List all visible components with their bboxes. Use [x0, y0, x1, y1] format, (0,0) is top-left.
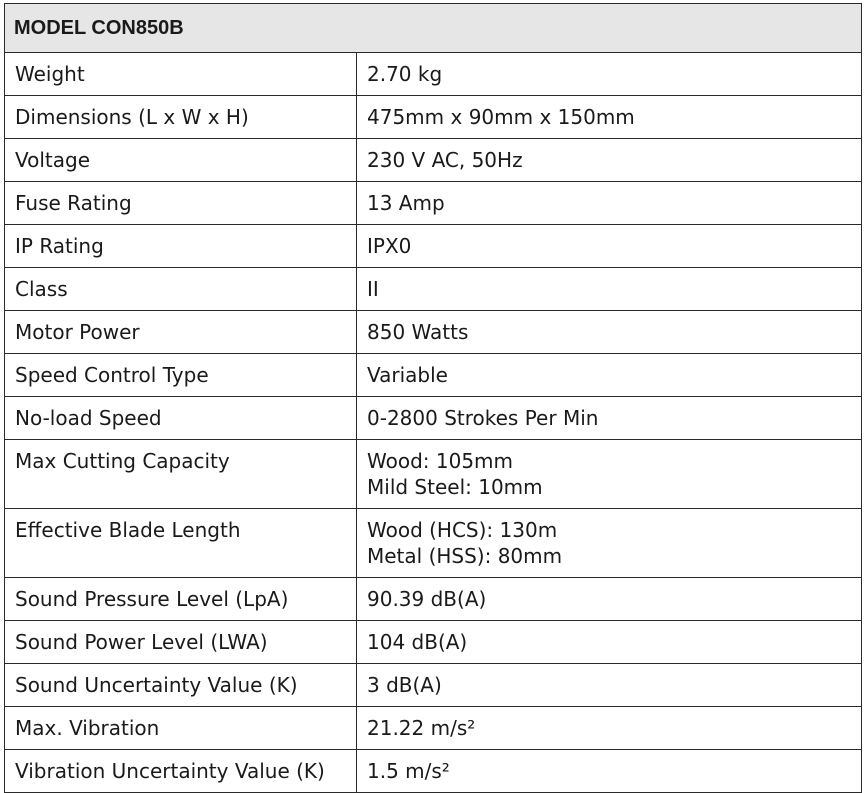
spec-value-line: 230 V AC, 50Hz: [367, 148, 523, 172]
spec-value: [357, 53, 862, 96]
spec-label: Sound Power Level (LWA): [5, 621, 357, 664]
table-row: [5, 750, 862, 793]
spec-label: Motor Power: [5, 311, 357, 354]
spec-label: Max. Vibration: [5, 707, 357, 750]
spec-label: Weight: [5, 53, 357, 96]
spec-value: [357, 750, 862, 793]
model-title: MODEL CON850B: [5, 4, 862, 53]
table-row: [5, 664, 862, 707]
spec-value-line: Variable: [367, 363, 448, 387]
spec-table-body: [5, 53, 862, 793]
spec-label: Dimensions (L x W x H): [5, 96, 357, 139]
spec-value: [357, 311, 862, 354]
spec-value-line: II: [367, 277, 379, 301]
spec-value-line: Wood (HCS): 130m: [367, 518, 558, 542]
spec-value: [357, 96, 862, 139]
table-row: [5, 182, 862, 225]
spec-label: Sound Uncertainty Value (K): [5, 664, 357, 707]
spec-label: Speed Control Type: [5, 354, 357, 397]
table-row: [5, 354, 862, 397]
spec-label: Class: [5, 268, 357, 311]
spec-value: [357, 182, 862, 225]
spec-value: [357, 664, 862, 707]
spec-value-line: 104 dB(A): [367, 630, 468, 654]
spec-value: [357, 440, 862, 509]
spec-table: [4, 3, 862, 793]
spec-value-line: Mild Steel: 10mm: [367, 475, 543, 499]
spec-value-line: 13 Amp: [367, 191, 445, 215]
spec-value: [357, 578, 862, 621]
spec-value: [357, 509, 862, 578]
table-row: [5, 268, 862, 311]
spec-label: Sound Pressure Level (LpA): [5, 578, 357, 621]
table-row: [5, 707, 862, 750]
table-row: [5, 139, 862, 182]
table-row: [5, 53, 862, 96]
table-row: [5, 96, 862, 139]
spec-label: Vibration Uncertainty Value (K): [5, 750, 357, 793]
table-row: [5, 440, 862, 509]
table-row: [5, 621, 862, 664]
spec-value: [357, 354, 862, 397]
spec-label: Effective Blade Length: [5, 509, 357, 578]
spec-value-line: 90.39 dB(A): [367, 587, 487, 611]
spec-value: [357, 397, 862, 440]
table-header-row: [5, 4, 862, 53]
spec-label: No-load Speed: [5, 397, 357, 440]
spec-value: [357, 707, 862, 750]
spec-value-line: 850 Watts: [367, 320, 469, 344]
spec-value: [357, 225, 862, 268]
table-row: [5, 578, 862, 621]
spec-label: IP Rating: [5, 225, 357, 268]
spec-value: [357, 621, 862, 664]
table-row: [5, 509, 862, 578]
spec-value-line: Metal (HSS): 80mm: [367, 544, 563, 568]
spec-label: Max Cutting Capacity: [5, 440, 357, 509]
table-row: [5, 397, 862, 440]
spec-label: Voltage: [5, 139, 357, 182]
spec-value-line: 1.5 m/s²: [367, 759, 450, 783]
spec-value-line: IPX0: [367, 234, 412, 258]
table-row: [5, 311, 862, 354]
spec-value-line: 21.22 m/s²: [367, 716, 476, 740]
spec-value-line: Wood: 105mm: [367, 449, 514, 473]
spec-value: [357, 139, 862, 182]
table-row: [5, 225, 862, 268]
spec-value: [357, 268, 862, 311]
spec-value-line: 475mm x 90mm x 150mm: [367, 105, 635, 129]
spec-value-line: 2.70 kg: [367, 62, 443, 86]
spec-value-line: 0-2800 Strokes Per Min: [367, 406, 599, 430]
spec-label: Fuse Rating: [5, 182, 357, 225]
spec-value-line: 3 dB(A): [367, 673, 442, 697]
